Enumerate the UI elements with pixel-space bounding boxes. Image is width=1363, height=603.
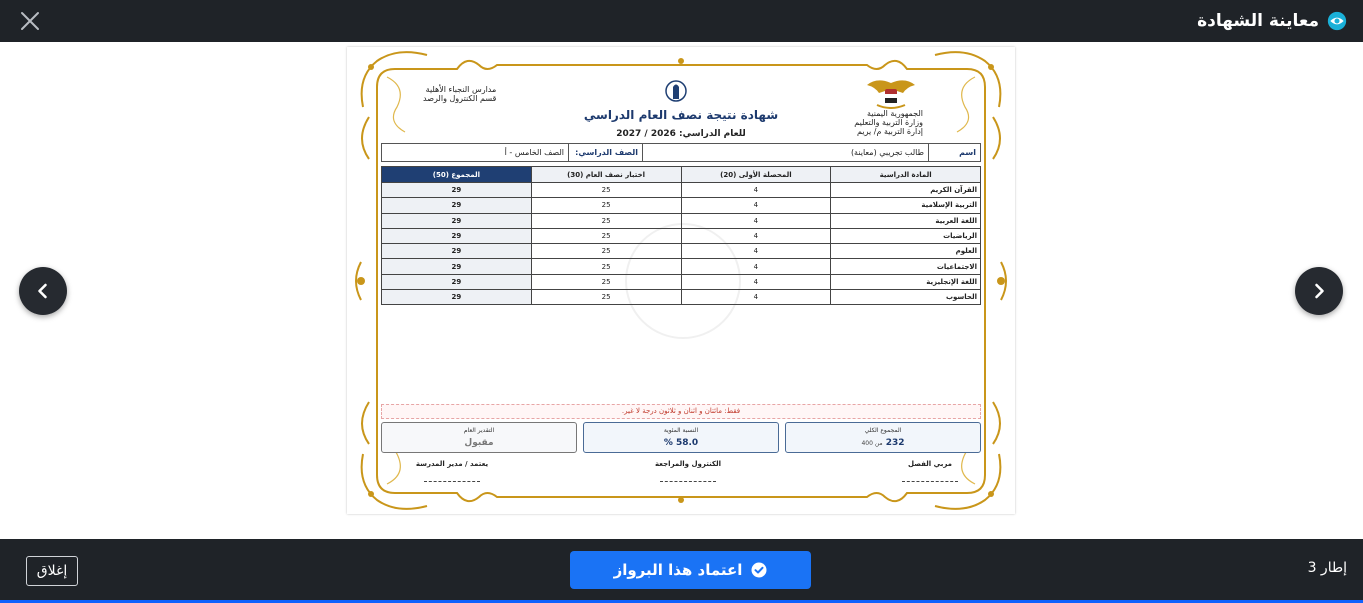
subject-cell: الرياضيات [831,228,981,243]
subject-cell: اللغة العربية [831,213,981,228]
midterm-score-cell: 25 [531,183,681,198]
midterm-score-cell: 25 [531,259,681,274]
ministry-line: وزارة التربية والتعليم [854,118,923,127]
eye-icon [1327,11,1347,31]
modal-title-wrap [1197,0,1347,42]
signature-label: مربي الفصل [907,460,953,468]
total-score-number: 232 [885,438,905,448]
total-score-cell: 29 [382,228,532,243]
midterm-score-cell: 25 [531,213,681,228]
signature-label: يعتمد / مدير المدرسة [415,460,489,468]
first-score-cell: 4 [681,259,831,274]
total-score-label: المجموع الكلي [864,427,902,434]
check-circle-icon [751,562,767,578]
modal-title: معاينة الشهادة [1197,11,1319,31]
total-score-suffix: من 400 [861,440,883,447]
school-line: قسم الكنترول والرصد [423,94,497,103]
ministry-header [854,109,923,136]
school-logo-icon [665,77,687,105]
frame-counter: إطار 3 [1307,560,1347,576]
table-row [382,274,981,289]
column-header: المادة الدراسية [831,167,981,183]
student-name-label: اسم [928,144,980,161]
table-row [382,183,981,198]
subject-cell: القرآن الكريم [831,183,981,198]
table-row [382,198,981,213]
midterm-score-cell: 25 [531,290,681,305]
first-score-cell: 4 [681,198,831,213]
first-score-cell: 4 [681,274,831,289]
midterm-score-cell: 25 [531,228,681,243]
total-score-cell: 29 [382,198,532,213]
signature-control [623,460,753,482]
subject-cell: الحاسوب [831,290,981,305]
column-header: اختبار نصف العام (30) [531,167,681,183]
close-button[interactable]: إغلاق [26,556,78,586]
column-header: المحصلة الأولى (20) [681,167,831,183]
total-score-box [785,422,981,453]
signature-line [424,481,480,482]
first-score-cell: 4 [681,290,831,305]
ministry-line: إدارة التربية م/ يريم [857,127,923,136]
overall-grade-value: مقبول [464,438,494,448]
subject-cell: التربية الإسلامية [831,198,981,213]
subject-cell: اللغة الإنجليزية [831,274,981,289]
next-frame-button[interactable] [1295,267,1343,315]
preview-stage [0,42,1363,539]
total-score-cell: 29 [382,183,532,198]
total-score-cell: 29 [382,213,532,228]
school-line: مدارس النجباء الأهلية [425,85,497,94]
table-row [382,259,981,274]
percentage-label: النسبة المئوية [663,427,699,434]
grades-table [381,166,981,305]
signature-principal [387,460,517,482]
certificate-title: شهادة نتيجة نصف العام الدراسي [583,108,779,122]
percentage-value: 58.0 % [663,438,699,448]
signature-class-teacher [865,460,995,482]
total-score-cell: 29 [382,244,532,259]
approve-frame-button[interactable] [570,551,811,589]
yemen-emblem-icon [863,75,919,109]
signature-line [660,481,716,482]
previous-frame-button[interactable] [19,267,67,315]
signature-line [902,481,958,482]
table-row [382,244,981,259]
top-bar [0,0,1363,42]
overall-grade-box [381,422,577,453]
class-value: الصف الخامس - أ [504,148,564,157]
student-name-value: طالب تجريبي (معاينة) [642,144,928,161]
class-label: الصف الدراسي: [568,144,642,161]
first-score-cell: 4 [681,228,831,243]
percentage-box [583,422,779,453]
chevron-right-icon [1309,281,1329,301]
grades-header-row [382,167,981,183]
approve-label: اعتماد هذا البرواز [613,561,743,579]
total-score-cell: 29 [382,290,532,305]
signature-label: الكنترول والمراجعة [654,460,722,468]
total-score-cell: 29 [382,259,532,274]
midterm-score-cell: 25 [531,198,681,213]
table-row [382,290,981,305]
total-score-cell: 29 [382,274,532,289]
close-icon[interactable] [18,9,42,33]
total-in-words-note: فقط: مائتان و اثنان و ثلاثون درجة لا غير. [381,404,981,419]
first-score-cell: 4 [681,183,831,198]
column-header-total: المجموع (50) [382,167,532,183]
ministry-line: الجمهورية اليمنية [866,109,923,118]
overall-grade-label: التقدير العام [463,427,495,434]
subject-cell: العلوم [831,244,981,259]
midterm-score-cell: 25 [531,274,681,289]
midterm-score-cell: 25 [531,244,681,259]
table-row [382,228,981,243]
bottom-bar [0,539,1363,603]
total-score-value [786,438,980,448]
first-score-cell: 4 [681,213,831,228]
table-row [382,213,981,228]
first-score-cell: 4 [681,244,831,259]
student-info-row [381,143,981,162]
chevron-left-icon [33,281,53,301]
school-header [423,85,496,103]
academic-year: للعام الدراسي: 2026 / 2027 [616,129,746,139]
subject-cell: الاجتماعيات [831,259,981,274]
certificate-paper [347,47,1015,514]
